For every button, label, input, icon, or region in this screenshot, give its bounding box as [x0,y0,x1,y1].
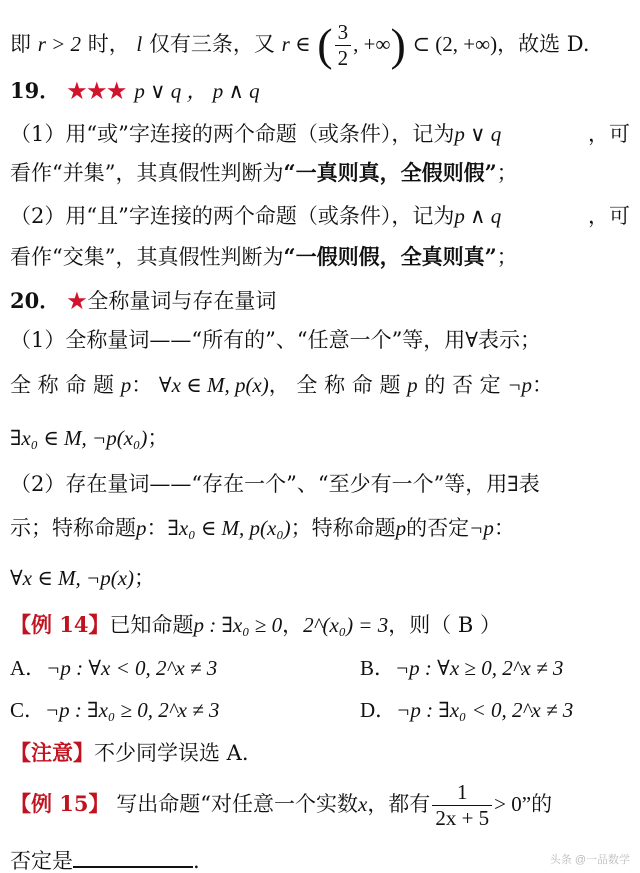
text: 否定是 [10,849,73,873]
note [10,742,630,764]
answer-blank[interactable] [73,848,193,868]
example-15 [10,782,630,829]
text: ： [493,516,515,540]
text: （2）存在量词——“存在一个”、“至少有一个”等，用∃表 [10,472,540,496]
math: 2^(x₀) = 3 [303,613,389,637]
text: 已知命题 [109,613,194,637]
math: ¬p [469,516,494,540]
question-20-heading [10,290,630,312]
text: ，可 [588,122,630,146]
math: p [395,516,407,540]
math: p : ∃x₀ ≥ 0 [193,613,283,637]
math: ∀x ∈ M, p(x) [158,373,269,397]
text: 的 否 定 [424,373,501,397]
text: ； [134,566,156,590]
question-number: 19． [10,78,61,103]
text: （1）用“或”字连接的两个命题（或条件），记为 [10,122,455,146]
answer-line [10,19,630,71]
math: p ∨ q [454,122,502,146]
text: ： [532,373,554,397]
text: ，可 [588,204,630,228]
paragraph [10,518,630,539]
text: （2）用“且”字连接的两个命题（或条件），记为 [10,204,455,228]
paragraph [10,330,630,351]
text: ： [146,516,168,540]
text: 即 [10,32,31,56]
text: ，则（ B ） [388,613,502,637]
option-c: C．¬p : ∃x₀ ≥ 0, 2^x ≠ 3 [10,698,220,722]
bold-text: “一真则真，全假则假” [283,160,497,185]
text: 看作“并集”，其真假性判断为 [10,161,284,185]
math: r ∈ [281,32,311,56]
watermark: 头条 @一品数学 [549,854,630,866]
example-15-answer [10,848,630,872]
math: ∃x₀ ∈ M, p(x₀) [167,516,291,540]
math: ⊂ (2, +∞) [412,32,498,56]
note-tag: 【注意】 [10,740,94,765]
star-icon: ★ [67,288,88,313]
math: , +∞ [353,32,391,56]
paragraph [10,474,630,495]
right-paren: ) [390,19,406,71]
option-d: D．¬p : ∃x₀ < 0, 2^x ≠ 3 [360,698,574,722]
fraction: $\frac{1}{2x + 5}$ [432,782,492,829]
text: ： [131,373,153,397]
math: l [136,32,143,56]
text: ；特称命题 [290,516,396,540]
math: > 0”的 [494,792,553,816]
text: ，都有 [367,792,431,816]
text: ， 全 称 命 题 [268,373,401,397]
math: x [357,792,368,816]
math: ¬p [507,373,533,397]
text: 全 称 命 题 [10,373,115,397]
paragraph [10,246,630,268]
paragraph [10,568,630,589]
math: r > 2 [37,32,82,56]
paragraph [10,162,630,184]
text: ，故选 D. [497,32,590,56]
question-19-heading [10,80,630,102]
math: ∃x₀ ∈ M, ¬p(x₀) [10,426,148,450]
text: 写出命题“对任意一个实数 [116,792,358,816]
option-a: A．¬p : ∀x < 0, 2^x ≠ 3 [10,656,218,680]
text: （1）全称量词——“所有的”、“任意一个”等，用∀表示； [10,328,541,352]
question-number: 20． [10,288,61,313]
question-title: 全称量词与存在量词 [87,289,277,313]
example-tag: 【例 15】 [10,791,110,816]
fraction: $\frac{3}{2}$ [335,22,352,69]
text: 的否定 [406,516,470,540]
example-14 [10,614,630,636]
text: ， [282,613,304,637]
text: ； [496,245,518,269]
question-title: p ∨ q ， p ∧ q [134,79,260,103]
math: p [136,516,147,540]
star-icon: ★★★ [67,78,128,103]
math: p ∧ q [454,204,502,228]
example-tag: 【例 14】 [10,612,110,637]
text: ； [147,426,169,450]
math: p [407,373,418,397]
paragraph [10,375,630,396]
text: 看作“交集”，其真假性判断为 [10,245,284,269]
paragraph [10,124,630,145]
paragraph [10,428,630,449]
option-b: B．¬p : ∀x ≥ 0, 2^x ≠ 3 [360,656,564,680]
text: . [193,849,200,873]
bold-text: “一假则假，全真则真” [283,244,497,269]
left-paren: ( [317,19,333,71]
text: 示；特称命题 [10,516,136,540]
math: p [120,373,132,397]
math: ∀x ∈ M, ¬p(x) [10,566,135,590]
paragraph [10,206,630,227]
text: 不少同学误选 A. [94,741,249,765]
text: 时， [87,32,130,56]
text: 仅有三条，又 [148,32,275,56]
text: ； [496,161,518,185]
